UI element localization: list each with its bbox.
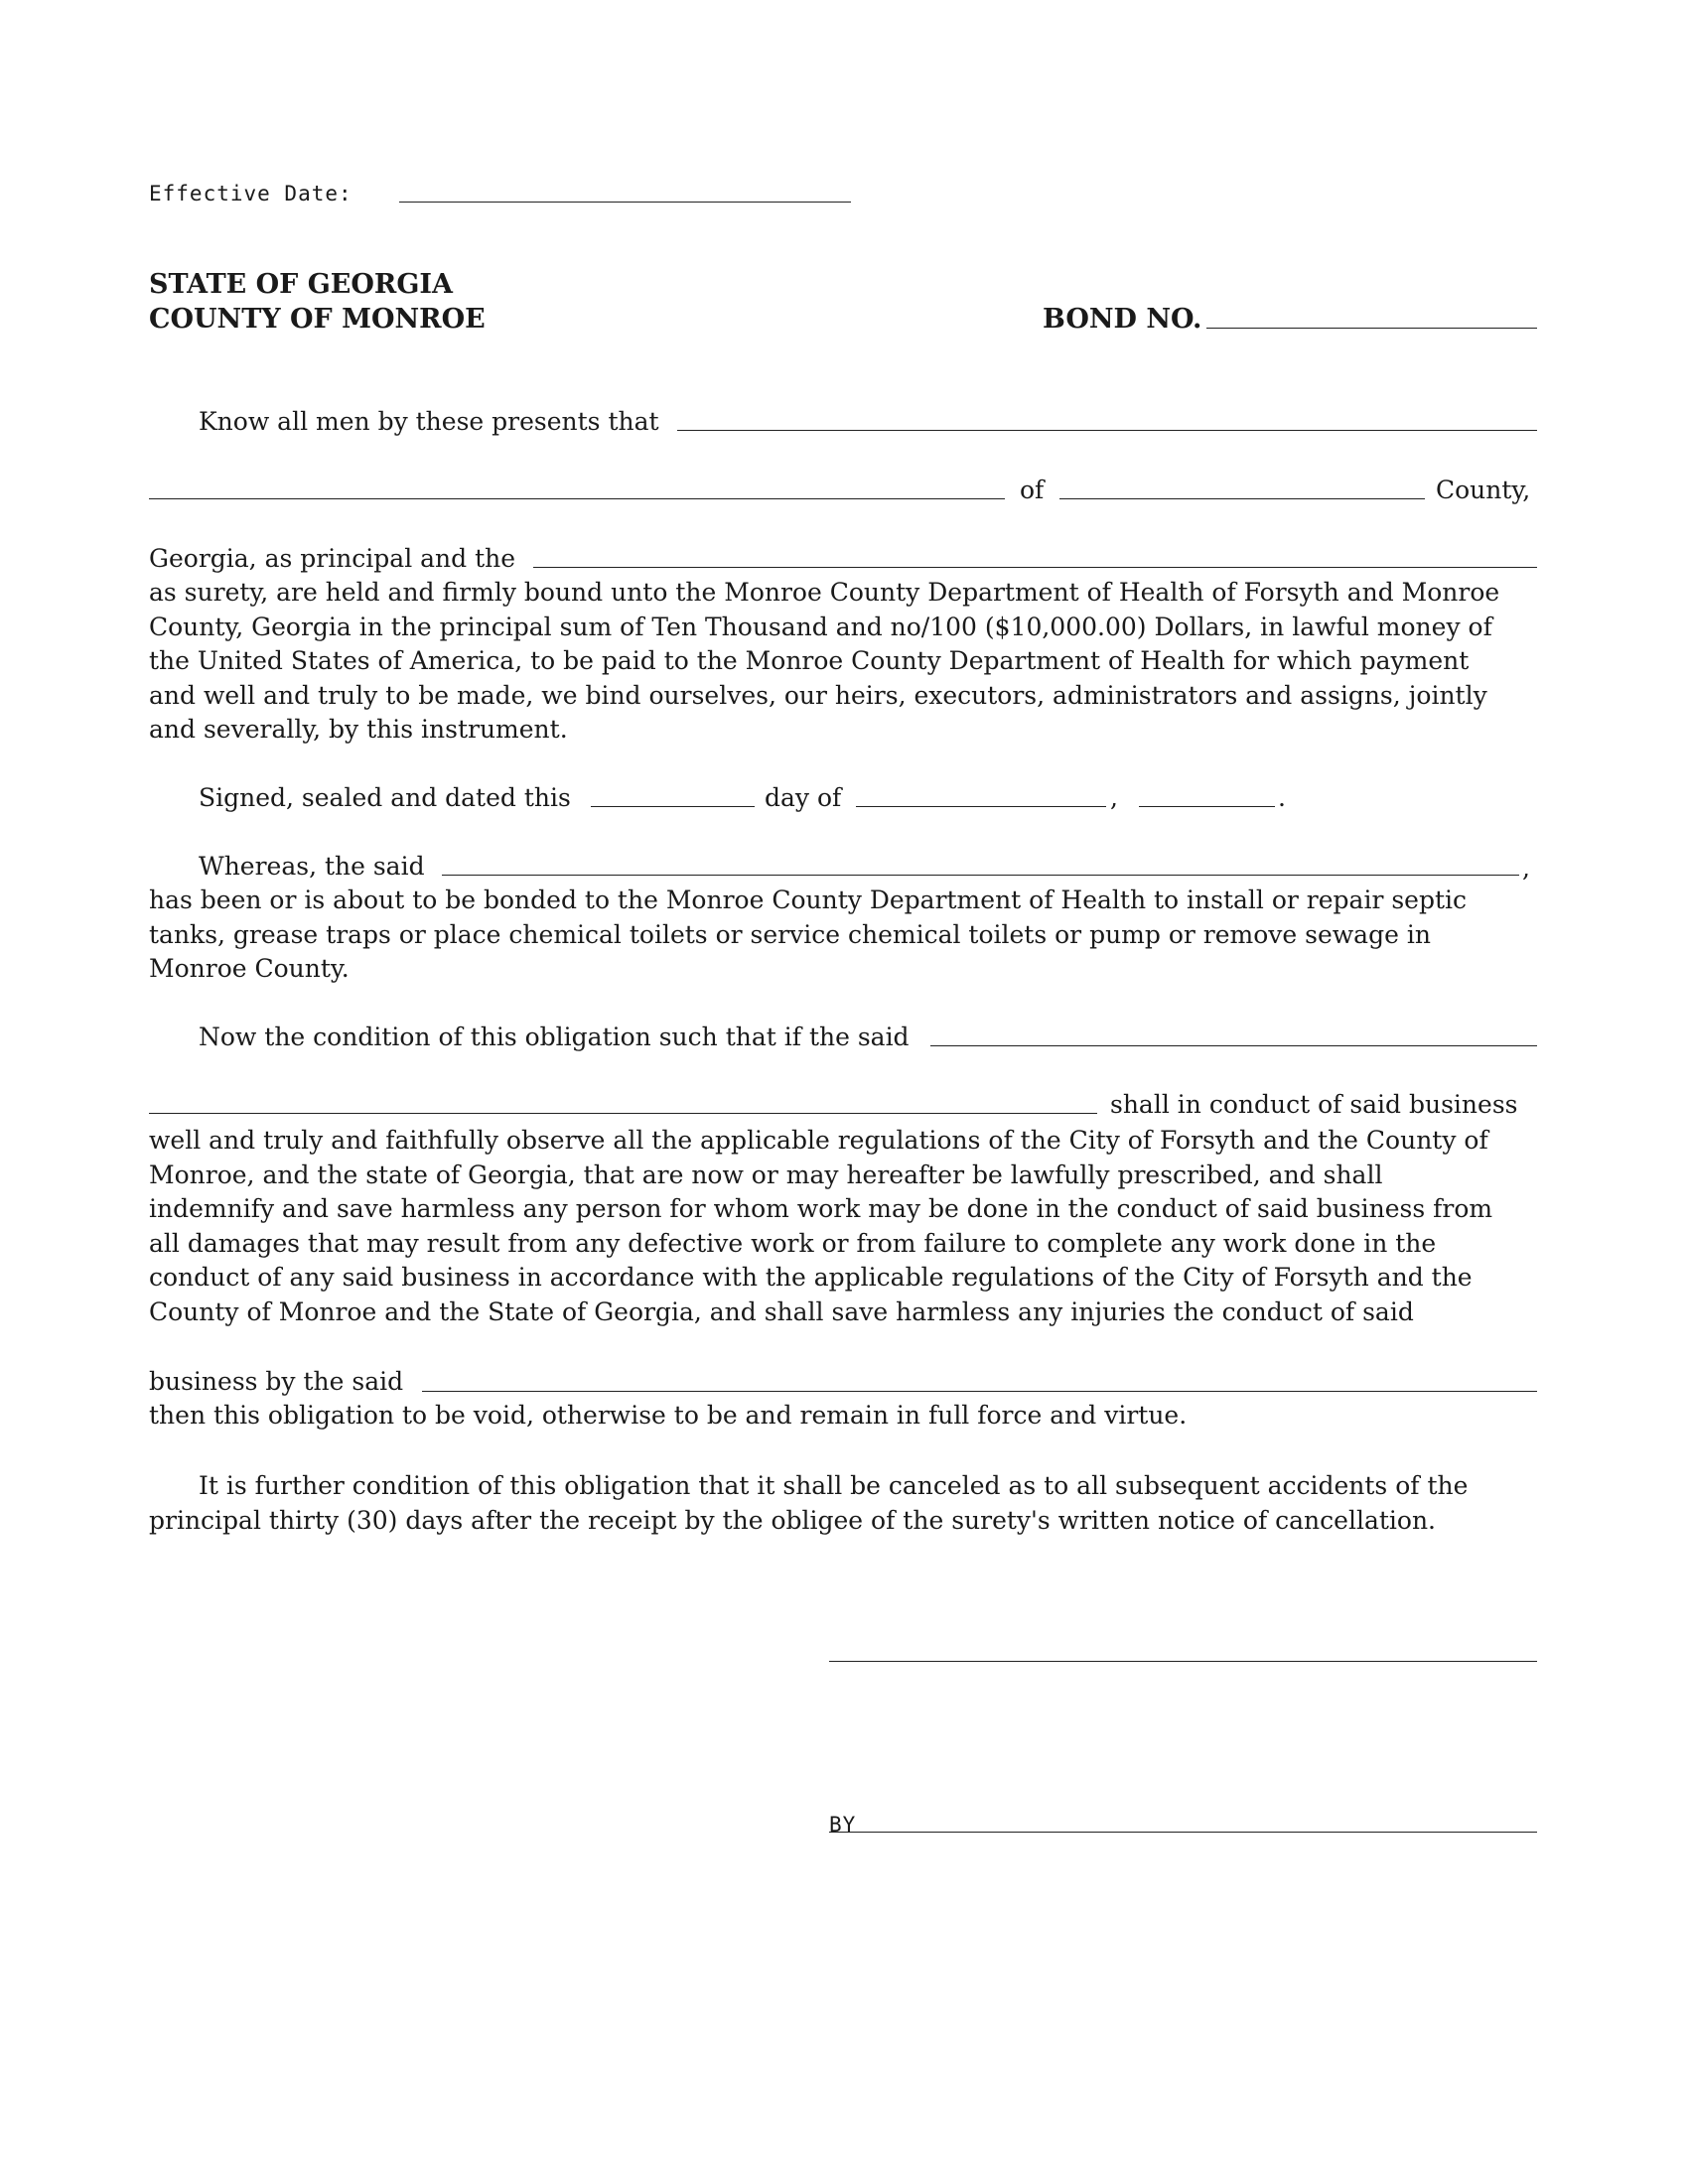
georgia-principal-text: Georgia, as principal and the bbox=[149, 544, 516, 573]
shall-conduct-text: shall in conduct of said business bbox=[1110, 1090, 1518, 1119]
day-of-text: day of bbox=[765, 783, 842, 812]
paragraph-line: all damages that may result from any defective work or from failure to complete any work done in the bbox=[149, 1228, 1437, 1258]
whereas-text: Whereas, the said bbox=[199, 852, 425, 881]
business-name-field[interactable] bbox=[422, 1391, 1537, 1392]
by-signature-field[interactable] bbox=[829, 1832, 1537, 1833]
paragraph-line: principal thirty (30) days after the receipt by the obligee of the surety's written notice of cancellation. bbox=[149, 1505, 1436, 1535]
principal-address-field[interactable] bbox=[149, 498, 1005, 499]
condition-name-field-2[interactable] bbox=[149, 1113, 1097, 1114]
county-heading: COUNTY OF MONROE bbox=[149, 304, 486, 335]
county-text: County, bbox=[1436, 476, 1531, 504]
void-text: then this obligation to be void, otherwise to be and remain in full force and virtue. bbox=[149, 1401, 1188, 1430]
paragraph-line: County of Monroe and the State of Georgia, and shall save harmless any injuries the conduct of said bbox=[149, 1297, 1414, 1326]
condition-name-field[interactable] bbox=[930, 1045, 1537, 1046]
further-paragraph bbox=[149, 1469, 1539, 1538]
signed-sealed-text: Signed, sealed and dated this bbox=[199, 783, 571, 812]
bonded-paragraph bbox=[149, 884, 1539, 987]
paragraph-line: has been or is about to be bonded to the Monroe County Department of Health to install or repair septic bbox=[149, 886, 1468, 914]
paragraph-line: County, Georgia in the principal sum of Ten Thousand and no/100 ($10,000.00) Dollars, in lawful money of bbox=[149, 612, 1492, 641]
whereas-name-field[interactable] bbox=[442, 875, 1519, 876]
county-name-field[interactable] bbox=[1059, 498, 1425, 499]
know-all-men-text: Know all men by these presents that bbox=[199, 407, 659, 436]
paragraph-line: It is further condition of this obligation that it shall be canceled as to all subsequent accidents of the bbox=[199, 1471, 1469, 1500]
paragraph-line: as surety, are held and firmly bound unto the Monroe County Department of Health of Forsyth and Monroe bbox=[149, 578, 1500, 607]
signature-field[interactable] bbox=[829, 1661, 1537, 1662]
now-condition-text: Now the condition of this obligation such that if the said bbox=[199, 1023, 910, 1051]
paragraph-line: well and truly and faithfully observe all the applicable regulations of the City of Forsyth and the County of bbox=[149, 1126, 1488, 1155]
effective-date-field[interactable] bbox=[399, 202, 851, 203]
period-text: . bbox=[1278, 783, 1286, 812]
surety-paragraph bbox=[149, 576, 1539, 748]
paragraph-line: conduct of any said business in accordance with the applicable regulations of the City of Forsyth and the bbox=[149, 1263, 1473, 1292]
paragraph-line: and well and truly to be made, we bind ourselves, our heirs, executors, administrators and assigns, jointly bbox=[149, 680, 1487, 710]
month-field[interactable] bbox=[856, 806, 1106, 807]
business-by-text: business by the said bbox=[149, 1367, 404, 1396]
surety-name-field[interactable] bbox=[533, 567, 1537, 568]
effective-date-label: Effective Date: bbox=[149, 182, 352, 205]
whereas-comma: , bbox=[1522, 854, 1530, 883]
bond-no-label: BOND NO. bbox=[1043, 304, 1202, 335]
state-heading: STATE OF GEORGIA bbox=[149, 269, 453, 300]
of-text: of bbox=[1020, 476, 1045, 504]
paragraph-line: the United States of America, to be paid to the Monroe County Department of Health for which payment bbox=[149, 646, 1470, 675]
by-label: BY bbox=[829, 1813, 857, 1837]
paragraph-line: and severally, by this instrument. bbox=[149, 715, 568, 744]
bond-no-field[interactable] bbox=[1206, 328, 1537, 329]
paragraph-line: Monroe, and the state of Georgia, that are now or may hereafter be lawfully prescribed, and shall bbox=[149, 1160, 1383, 1189]
observe-paragraph bbox=[149, 1124, 1539, 1329]
paragraph-line: indemnify and save harmless any person for whom work may be done in the conduct of said business from bbox=[149, 1194, 1493, 1223]
paragraph-line: Monroe County. bbox=[149, 954, 350, 983]
day-field[interactable] bbox=[591, 806, 755, 807]
paragraph-line: tanks, grease traps or place chemical toilets or service chemical toilets or pump or remove sewage in bbox=[149, 919, 1431, 949]
comma-text: , bbox=[1110, 783, 1118, 812]
year-field[interactable] bbox=[1139, 806, 1275, 807]
principal-name-field[interactable] bbox=[677, 430, 1537, 431]
